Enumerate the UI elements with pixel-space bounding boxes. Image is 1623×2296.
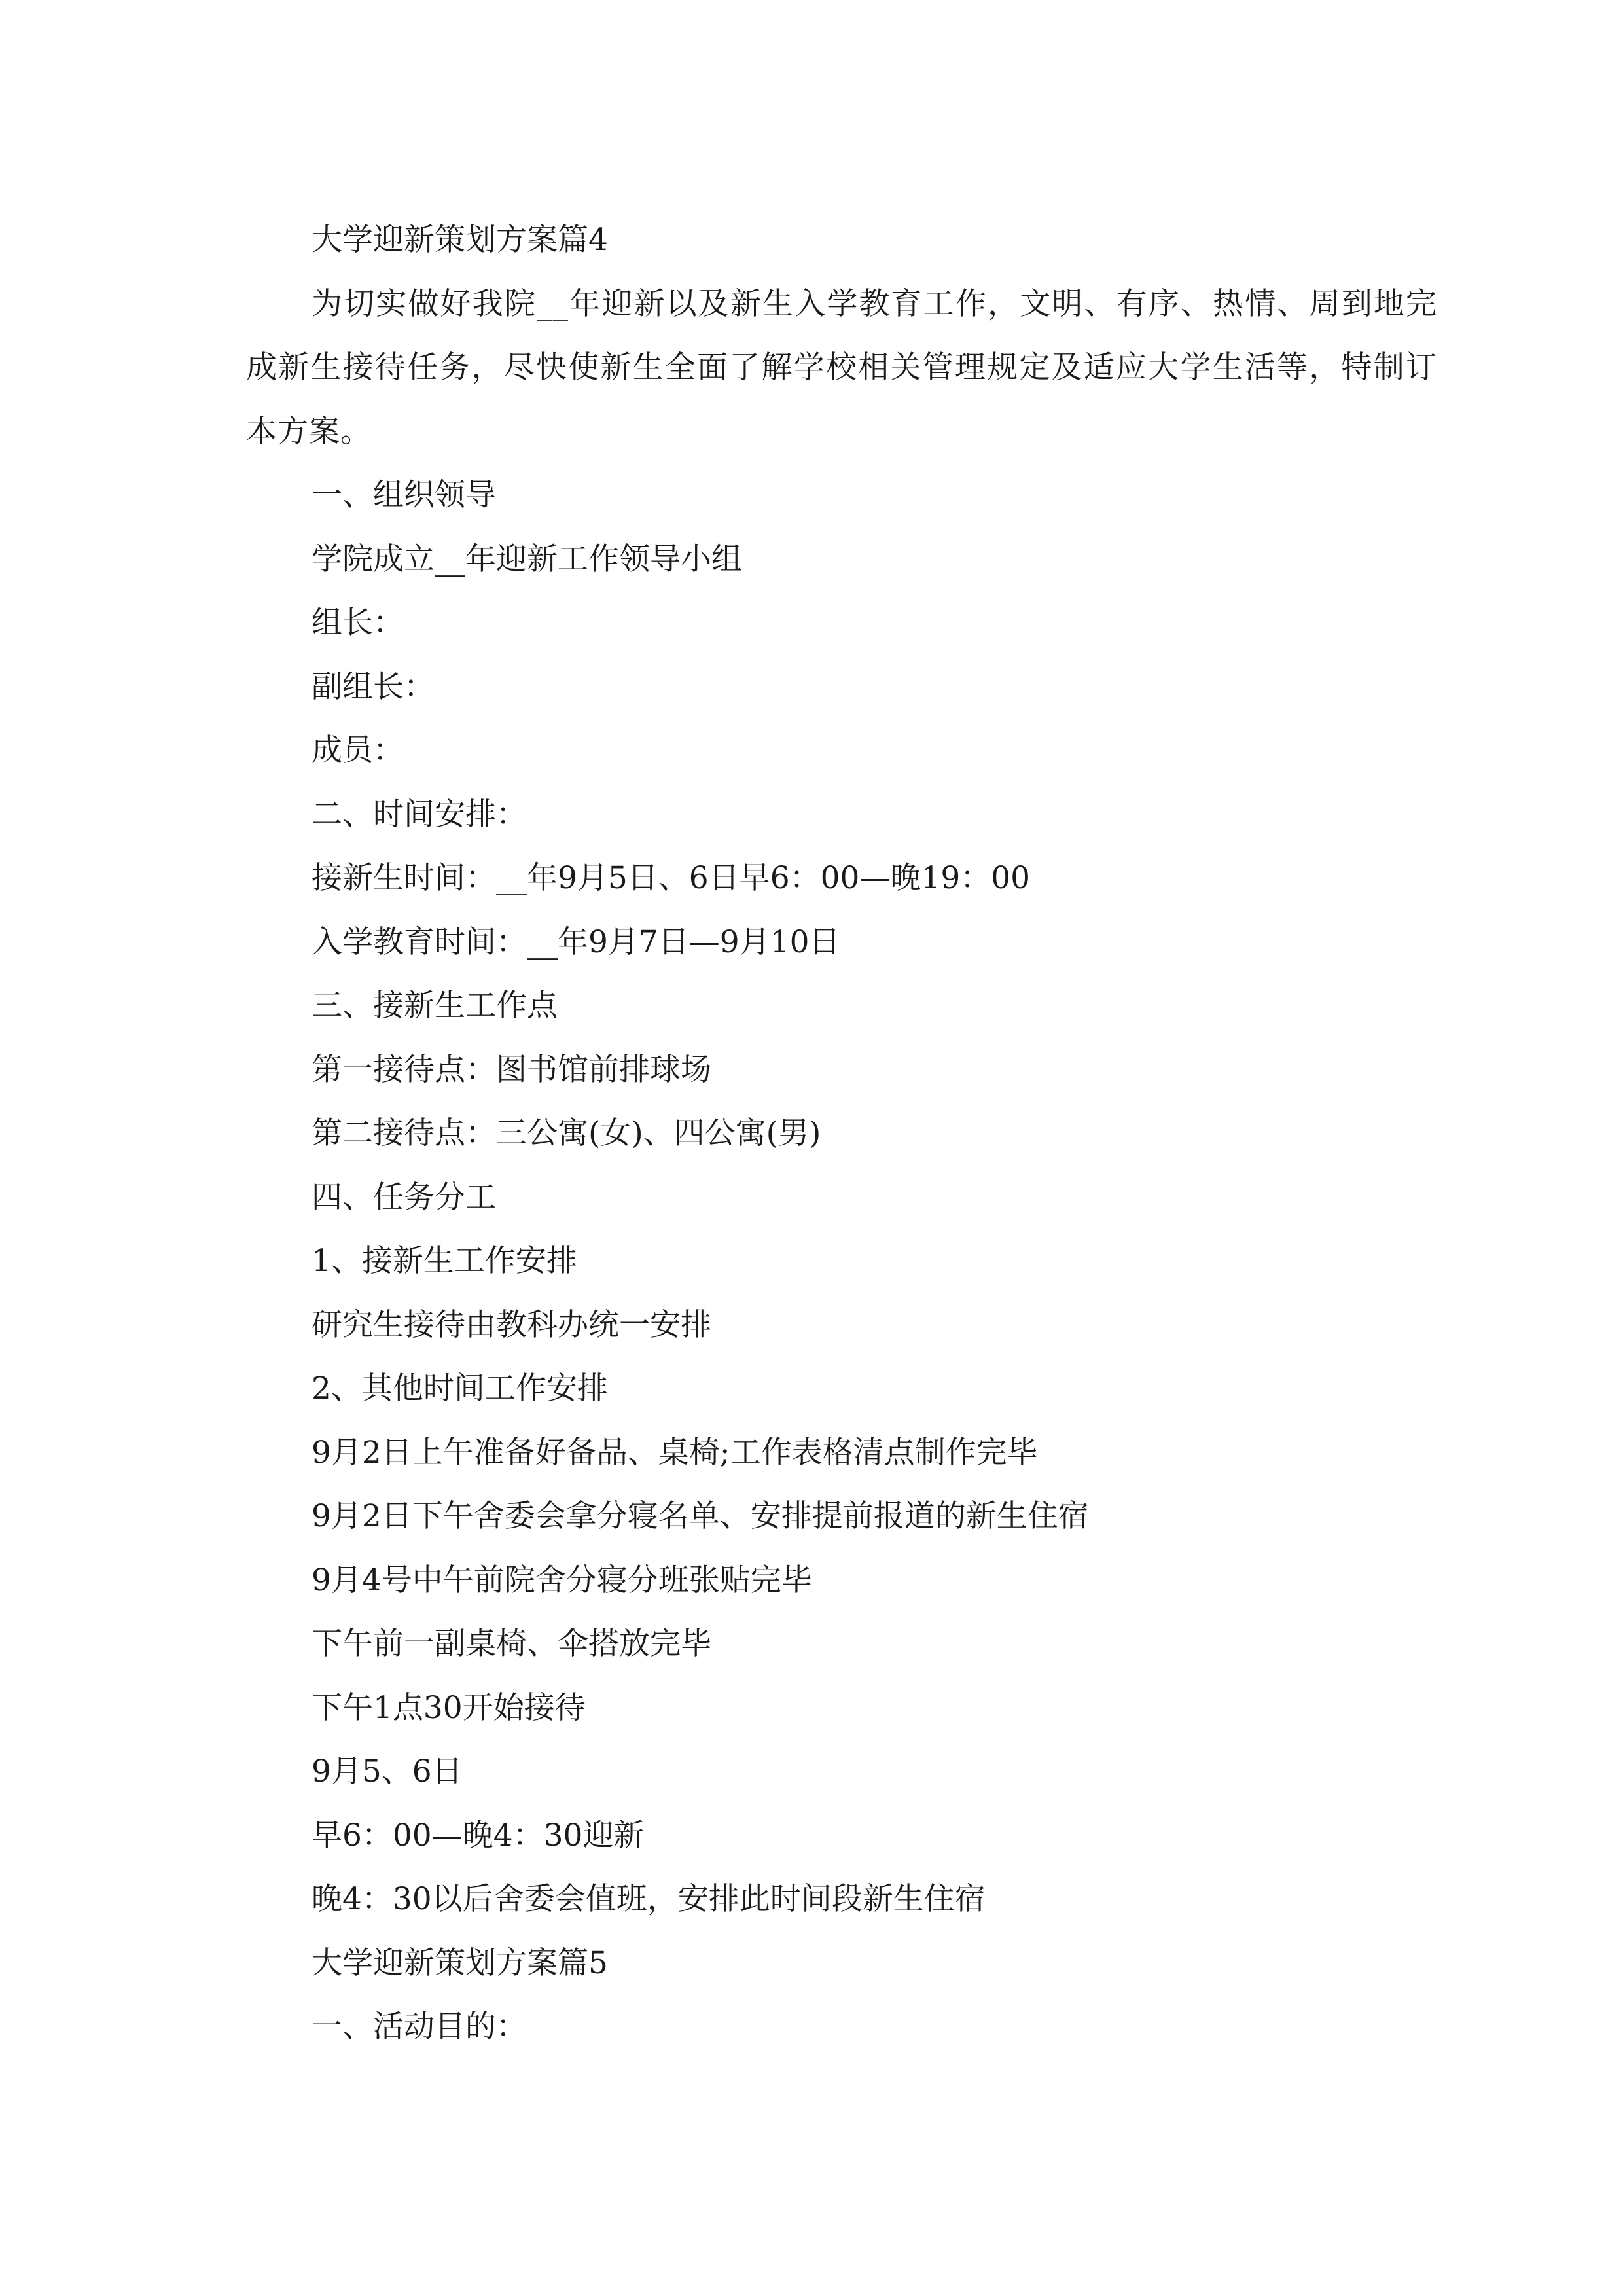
text-line: 2、其他时间工作安排	[312, 1371, 608, 1407]
text-line: 9月2日上午准备好备品、桌椅;工作表格清点制作完毕	[312, 1434, 1038, 1471]
text-line: 第一接待点：图书馆前排球场	[312, 1051, 711, 1088]
text-line: 入学教育时间：__年9月7日—9月10日	[312, 924, 840, 960]
section-title: 大学迎新策划方案篇5	[312, 1945, 608, 1981]
text-line: 早6：00—晚4：30迎新	[312, 1817, 645, 1854]
text-line: 下午前一副桌椅、伞搭放完毕	[312, 1626, 711, 1662]
document-body	[246, 208, 1437, 2059]
text-line: 接新生时间：__年9月5日、6日早6：00—晚19：00	[312, 860, 1031, 896]
heading-reception-points: 三、接新生工作点	[312, 988, 558, 1024]
heading-task-division: 四、任务分工	[312, 1179, 496, 1215]
text-line: 学院成立__年迎新工作领导小组	[312, 541, 742, 577]
text-line: 9月2日下午舍委会拿分寝名单、安排提前报道的新生住宿	[312, 1498, 1089, 1534]
text-line: 9月5、6日	[312, 1753, 463, 1789]
text-line: 组长：	[312, 605, 404, 641]
text-line: 研究生接待由教科办统一安排	[312, 1306, 711, 1343]
heading-schedule: 二、时间安排：	[312, 796, 527, 833]
text-line: 下午1点30开始接待	[312, 1689, 586, 1726]
text-line: 9月4号中午前院舍分寝分班张贴完毕	[312, 1562, 812, 1598]
text-line: 晚4：30以后舍委会值班，安排此时间段新生住宿	[312, 1881, 986, 1917]
text-line: 1、接新生工作安排	[312, 1243, 577, 1279]
text-line: 副组长：	[312, 668, 435, 705]
heading-organization: 一、组织领导	[312, 477, 496, 513]
text-line: 第二接待点：三公寓(女)、四公寓(男)	[312, 1115, 821, 1151]
heading-purpose: 一、活动目的：	[312, 2009, 527, 2045]
intro-paragraph: 为切实做好我院__年迎新以及新生入学教育工作，文明、有序、热情、周到地完成新生接待任务，尽快使新生全面了解学校相关管理规定及适应大学生活等，特制订本方案。	[246, 285, 1437, 450]
text-line: 成员：	[312, 732, 404, 768]
section-title: 大学迎新策划方案篇4	[312, 222, 608, 258]
